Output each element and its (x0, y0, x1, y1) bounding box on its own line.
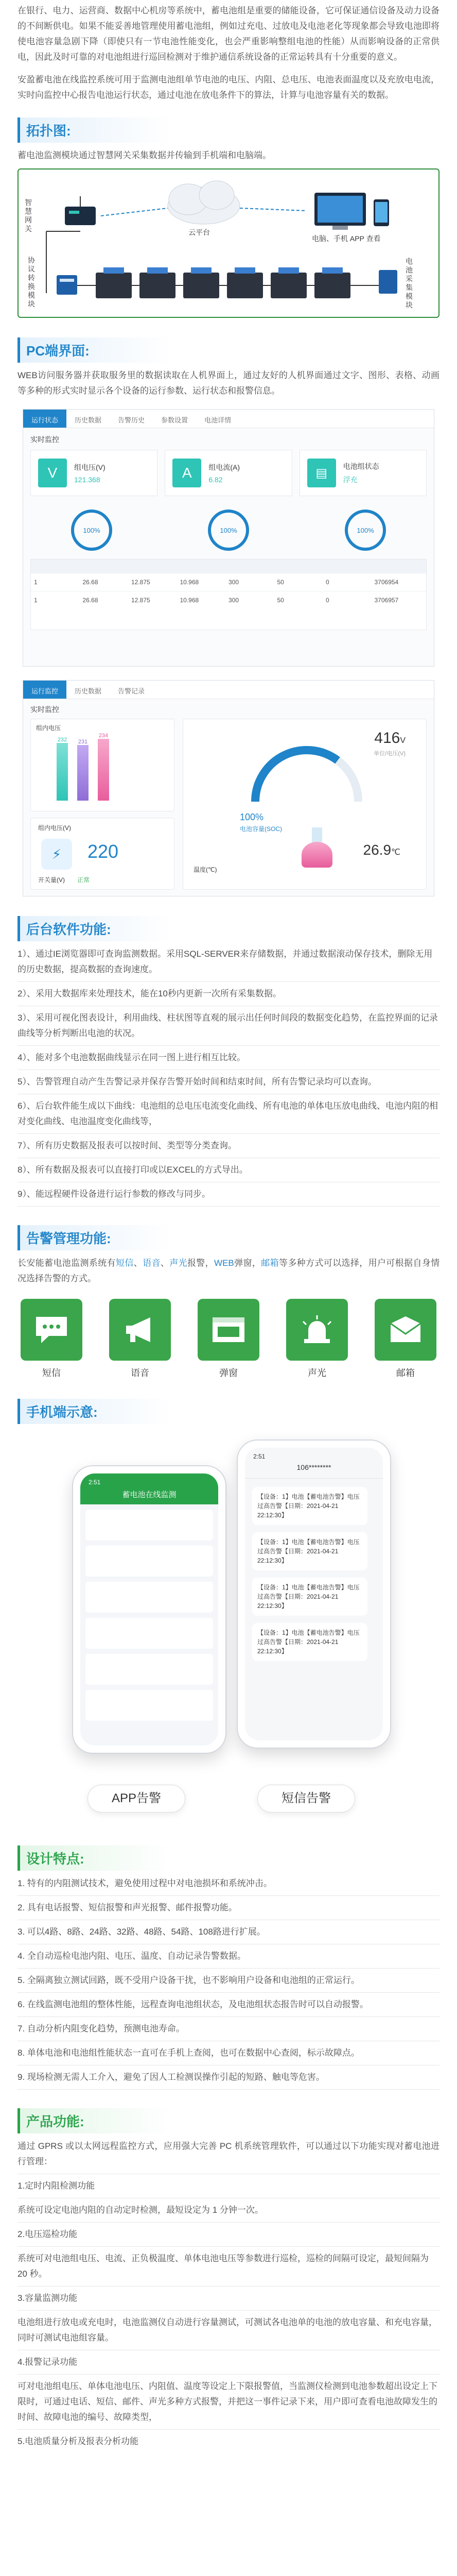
product-section (0, 2094, 457, 2449)
product-item: 系统可对电池组电压、电流、正负极温度、单体电池电压等参数进行巡检，巡检的间隔可设定，最短间隔为 20 秒。 (17, 2253, 429, 2279)
backend-item-3: 3）、采用可视化图表设计，利用曲线、柱状图等直观的展示出任何时间段的数据变化趋势，在监控界面的记录曲线等分析判断出电池的状况。 (17, 1013, 438, 1038)
flask-icon (302, 827, 332, 869)
cell: 300 (228, 597, 239, 604)
screen2-tabs (23, 681, 434, 699)
app-list-item[interactable] (85, 1618, 213, 1649)
temp-value-number: 26.9 (363, 842, 392, 858)
topology-diagram (17, 168, 440, 318)
alarm-tiles (0, 1286, 457, 1384)
intro-paragraph-2: 安盈蓄电池在线监控系统可用于监测电池组单节电池的电压、内阻、总电压、电池表面温度以及充放电电流，实时向监控中心报告电池运行状态，通过电池在放电条件下的算法，计算与电池容量有关的数据。 (17, 75, 440, 100)
soc-label: 电池容量(SOC) (240, 825, 282, 833)
tile-email-label: 邮箱 (396, 1368, 415, 1378)
alarm-sep: 报警， (187, 1258, 215, 1268)
app-list-item[interactable] (85, 1510, 213, 1540)
alarm-kw-email: 邮箱 (261, 1258, 279, 1268)
cell: 12.875 (131, 579, 150, 586)
cell: 26.68 (82, 579, 98, 586)
feature-item-2: 2. 具有电话报警、短信报警和声光报警、邮件报警功能。 (17, 1903, 237, 1912)
feature-item-9: 9. 现场检测无需人工介入，避免了因人工检测误操作引起的短路、触电等危害。 (17, 2072, 325, 2082)
alarm-kw-sms: 短信 (115, 1258, 134, 1268)
tab-history-data[interactable]: 历史数据 (75, 687, 102, 695)
battery-status-icon: ▤ (307, 459, 336, 487)
feature-item-1: 1. 特有的内阻测试技术，避免使用过程中对电池损坏和系统冲击。 (17, 1878, 272, 1888)
feature-item-8: 8. 单体电池和电池组性能状态一直可在手机上查阅，也可在数据中心查阅，标示故障点。 (17, 2048, 360, 2058)
gauge-sub: 单位/电压(V) (374, 751, 406, 757)
voltage-icon: V (38, 459, 67, 487)
intro-paragraph-1: 在银行、电力、运营商、数据中心机房等系统中，蓄电池组是重要的储能设备，它可保证通信设备及动力设备的不间断供电。如果不能妥善地管理使用蓄电池组，例如过充电、过放电及电池老化等现象都会导致电池即将使电池容量急剧下降（即使只有一节电池性能变化，也会严重影响整组电池的性能）从而影响设备的正常供电，因此及时可靠的对电池组进行巡回检测对于维护通信系统设备的正常运转具有十分重要的意义。 (17, 6, 440, 62)
voltage-bars-card (30, 719, 174, 811)
sms-header (245, 1448, 383, 1479)
tile-popup-label: 弹窗 (219, 1368, 238, 1378)
tile-sound-light (286, 1299, 348, 1379)
alarm-kw-sound-light: 声光 (169, 1258, 187, 1268)
pc-section (0, 323, 457, 896)
product-item: 5.电池质量分析及报表分析功能 (17, 2436, 139, 2446)
tab-history[interactable]: 历史数据 (75, 416, 102, 424)
voltage-card-value: 220 (87, 841, 119, 862)
sms-icon (21, 1299, 82, 1361)
topology-title: 拓扑图: (17, 117, 172, 143)
pc-screen-2 (23, 680, 434, 896)
card-voltage-label: 组电压(V) (74, 463, 106, 471)
app-screen (80, 1473, 218, 1745)
app-header (80, 1473, 218, 1504)
feature-item-4: 4. 全自动巡检电池内阻、电压、温度、自动记录告警数据。 (17, 1951, 246, 1961)
card-status-label: 电池组状态 (343, 462, 379, 470)
current-icon: A (172, 459, 201, 487)
product-title: 产品功能: (17, 2108, 172, 2133)
sms-sender: 106******** (296, 1463, 331, 1471)
feature-item-7: 7. 自动分析内阻变化趋势，预测电池寿命。 (17, 2024, 185, 2033)
lightning-icon: ⚡ (41, 839, 72, 870)
app-list-item[interactable] (85, 1546, 213, 1577)
cell: 3706954 (374, 579, 399, 586)
sms-alarm-button[interactable]: 短信告警 (257, 1785, 355, 1812)
pc-text: WEB访问服务器并获取服务里的数据读取在人机界面上，通过友好的人机界面通过文字、图形、表格、动画等多种的形式实时显示各个设备的运行参数、运行状态和报警信息。 (17, 370, 440, 396)
soc-value: 100% (240, 812, 264, 822)
app-title: 蓄电池在线监测 (122, 1490, 177, 1499)
tab-alarm-history[interactable]: 告警历史 (118, 416, 145, 424)
card-current-value: 6.82 (208, 476, 223, 484)
bar-label-1: 232 (57, 737, 67, 743)
bar-label-2: 231 (78, 739, 88, 745)
topology-caption: 蓄电池监测模块通过智慧网关采集数据并传输到手机端和电脑端。 (17, 150, 271, 160)
voltage-card-label: 组内电压(V) (38, 824, 71, 832)
feature-item-5: 5. 全隔离独立测试回路，既不受用户设备干扰，也不影响用户设备和电池组的正常运行。 (17, 1975, 360, 1985)
feature-item-6: 6. 在线监测电池组的整体性能，远程查询电池组状态，及电池组状态报告时可以自动报警。 (17, 1999, 368, 2009)
alarm-text (0, 1256, 457, 1286)
backend-item-9: 9）、能远程硬件设备进行运行参数的修改与同步。 (17, 1189, 210, 1199)
screen1-tabs (23, 410, 434, 428)
converter-label: 协议转换模块 (28, 256, 35, 308)
bar-3 (98, 739, 109, 801)
intro (0, 0, 457, 103)
megaphone-icon (109, 1299, 171, 1361)
alarm-text-pre: 长安能蓄电池监测系统有 (17, 1258, 116, 1268)
table-row (31, 573, 426, 591)
app-list-item[interactable] (85, 1582, 213, 1613)
screen1-section-label: 实时监控 (30, 435, 59, 444)
sms-phone (237, 1439, 391, 1749)
table-header (31, 560, 426, 573)
mobile-phones (0, 1429, 457, 1831)
features-title: 设计特点: (17, 1845, 172, 1871)
gauge-card (183, 719, 427, 890)
gauge-1: 100% (71, 510, 112, 551)
mobile-title: 手机端示意: (17, 1399, 172, 1424)
popup-window-icon (198, 1299, 259, 1361)
gauge-2: 100% (208, 510, 249, 551)
gauge-value (374, 730, 406, 747)
backend-item-4: 4）、能对多个电池数据曲线显示在同一图上进行相互比较。 (17, 1053, 245, 1062)
cell: 1 (34, 597, 38, 604)
sms-bubble: 【设备：1】电池【蓄电池告警】电压过高告警【日期：2021-04-21 22:12:30】 (252, 1623, 367, 1661)
cell: 26.68 (82, 597, 98, 604)
product-item: 系统可设定电池内阻的自动定时检测，最短设定为 1 分钟一次。 (17, 2205, 263, 2215)
screen1-table (30, 559, 427, 630)
features-section (0, 1831, 457, 2090)
tab-monitor[interactable]: 运行监控 (23, 681, 66, 699)
backend-item-1: 1）、通过IE浏览器即可查询监测数据。采用SQL-SERVER来存储数据，并通过数据滚动保存技术，删除无用的历史数据，提高数据的查询速度。 (17, 949, 433, 974)
tab-params[interactable]: 参数设置 (161, 416, 188, 424)
mobile-section (0, 1384, 457, 1831)
tile-voice-label: 语音 (131, 1368, 149, 1378)
app-time: 2:51 (89, 1479, 101, 1486)
status-label: 开关量(V) (38, 876, 65, 884)
feature-item-3: 3. 可以4路、8路、24路、32路、48路、54路、108路进行扩展。 (17, 1927, 266, 1937)
pc-label: 电脑、手机 APP 查看 (312, 234, 381, 243)
gateway-label: 智慧网关 (25, 198, 32, 233)
voltage-card (30, 818, 174, 890)
pc-icon (314, 193, 389, 230)
alarm-title: 告警管理功能: (17, 1225, 172, 1250)
card-voltage-value: 121.368 (74, 476, 100, 484)
temp-value (363, 842, 400, 858)
converter-icon (57, 275, 77, 295)
topology-section (0, 103, 457, 318)
tab-status[interactable]: 运行状态 (23, 410, 66, 428)
status-value: 正常 (77, 876, 90, 884)
bar-group (57, 733, 109, 801)
sms-bubble: 【设备：1】电池【蓄电池告警】电压过高告警【日期：2021-04-21 22:12:30】 (252, 1487, 367, 1525)
app-list-item[interactable] (85, 1690, 213, 1721)
product-item: 可对电池组电压、单体电池电压、内阻值、温度等设定上下限报警值，当监测仪检测到电池参数超出设定上下限时，可通过电话、短信、邮件、声光多种方式报警，并把这一事件记录下来，用户即可查看电池故障发生的时间、故障电池的编号、故障类型， (17, 2381, 437, 2422)
alarm-kw-web: WEB (214, 1258, 234, 1268)
pc-title: PC端界面: (17, 337, 172, 363)
alarm-light-icon (286, 1299, 348, 1361)
alarm-kw-voice: 语音 (143, 1258, 161, 1268)
alarm-sep: 、 (133, 1258, 143, 1268)
alarm-section (0, 1211, 457, 1384)
cell: 0 (326, 579, 329, 586)
cell: 12.875 (131, 597, 150, 604)
product-intro: 通过 GPRS 或以太网远程监控方式，应用强大完善 PC 机系统管理软件，可以通过以下功能实现对蓄电池进行管理： (17, 2141, 440, 2166)
cell: 10.968 (180, 597, 199, 604)
gauge-value-unit: V (400, 736, 406, 745)
cell: 0 (326, 597, 329, 604)
tile-sms-label: 短信 (42, 1368, 61, 1378)
bar-label-3: 234 (98, 733, 109, 739)
sms-bubble: 【设备：1】电池【蓄电池告警】电压过高告警【日期：2021-04-21 22:12:30】 (252, 1578, 367, 1616)
gateway-icon (65, 196, 96, 225)
card-status-value: 浮充 (343, 476, 358, 484)
cell: 50 (277, 579, 284, 586)
tile-voice (109, 1299, 171, 1379)
tile-sound-light-label: 声光 (308, 1368, 326, 1378)
card-group-voltage (30, 450, 157, 496)
gauge-value-number: 416 (374, 730, 400, 747)
card-group-current (165, 450, 292, 496)
tile-popup (198, 1299, 259, 1379)
temp-value-unit: ℃ (391, 848, 400, 857)
app-phone (72, 1465, 226, 1754)
backend-item-2: 2）、采用大数据库来处理技术，能在10秒内更新一次所有采集数据。 (17, 989, 282, 998)
tile-sms (21, 1299, 82, 1379)
cloud-label: 云平台 (188, 228, 210, 236)
tile-email (375, 1299, 436, 1379)
alarm-sep: 、 (160, 1258, 170, 1268)
app-alarm-button[interactable]: APP告警 (87, 1785, 185, 1812)
table-row (31, 591, 426, 609)
backend-item-6: 6）、后台软件能生成以下曲线：电池组的总电压电流变化曲线、所有电池的单体电压放电曲线、电池内阻的相对变化曲线、电池温度变化曲线等， (17, 1101, 438, 1126)
card-current-label: 组电流(A) (208, 463, 240, 471)
email-icon (375, 1299, 436, 1361)
collector-module-icon (379, 270, 397, 294)
product-item: 4.报警记录功能 (17, 2357, 78, 2367)
gauge-3: 100% (345, 510, 386, 551)
alarm-sep: 弹窗， (234, 1258, 261, 1268)
bars-sublabel: 组内电压 (36, 724, 61, 732)
cell: 10.968 (180, 579, 199, 586)
cell: 3706957 (374, 597, 399, 604)
backend-item-7: 7）、所有历史数据及报表可以按时间、类型等分类查询。 (17, 1141, 237, 1150)
pc-screen-1 (23, 409, 434, 667)
sms-bubble: 【设备：1】电池【蓄电池告警】电压过高告警【日期：2021-04-21 22:12:30】 (252, 1532, 367, 1570)
backend-item-5: 5）、告警管理自动产生告警记录并保存告警开始时间和结束时间，所有告警记录均可以查询。 (17, 1077, 377, 1087)
sms-screen (245, 1448, 383, 1740)
card-group-status (300, 450, 427, 496)
cloud-icon (168, 181, 240, 224)
bar-1 (57, 743, 68, 801)
battery-row-icon (96, 267, 350, 298)
cell: 300 (228, 579, 239, 586)
cell: 1 (34, 579, 38, 586)
backend-item-8: 8）、所有数据及报表可以直接打印或以EXCEL的方式导出。 (17, 1165, 248, 1175)
tab-alarm-records[interactable]: 告警记录 (118, 687, 145, 695)
backend-section (0, 902, 457, 1207)
temp-label: 温度(℃) (194, 866, 217, 873)
app-list-item[interactable] (85, 1654, 213, 1685)
backend-title: 后台软件功能: (17, 916, 172, 941)
product-item: 2.电压巡检功能 (17, 2229, 78, 2239)
alarm-text-post: 等多种方式可以选择，用户可根据自身情况选择告警的方式。 (17, 1258, 440, 1283)
cell: 50 (277, 597, 284, 604)
speed-gauge-icon (245, 735, 368, 807)
sms-time: 2:51 (253, 1453, 266, 1460)
battery-module-label: 电池采集模块 (406, 257, 413, 309)
product-item: 3.容量监测功能 (17, 2293, 78, 2303)
screen2-section-label: 实时监控 (30, 705, 59, 714)
tab-battery-detail[interactable]: 电池详情 (204, 416, 232, 424)
screen1-gauges (23, 499, 434, 556)
product-item: 电池组进行放电或充电时，电池监测仪自动进行容量测试，可测试各电池单的电池的放电容量、和充电容量，同时可测试电池组容量。 (17, 2317, 437, 2343)
bar-2 (77, 745, 89, 801)
product-item: 1.定时内阻检测功能 (17, 2181, 95, 2191)
screen1-cards (23, 447, 434, 499)
